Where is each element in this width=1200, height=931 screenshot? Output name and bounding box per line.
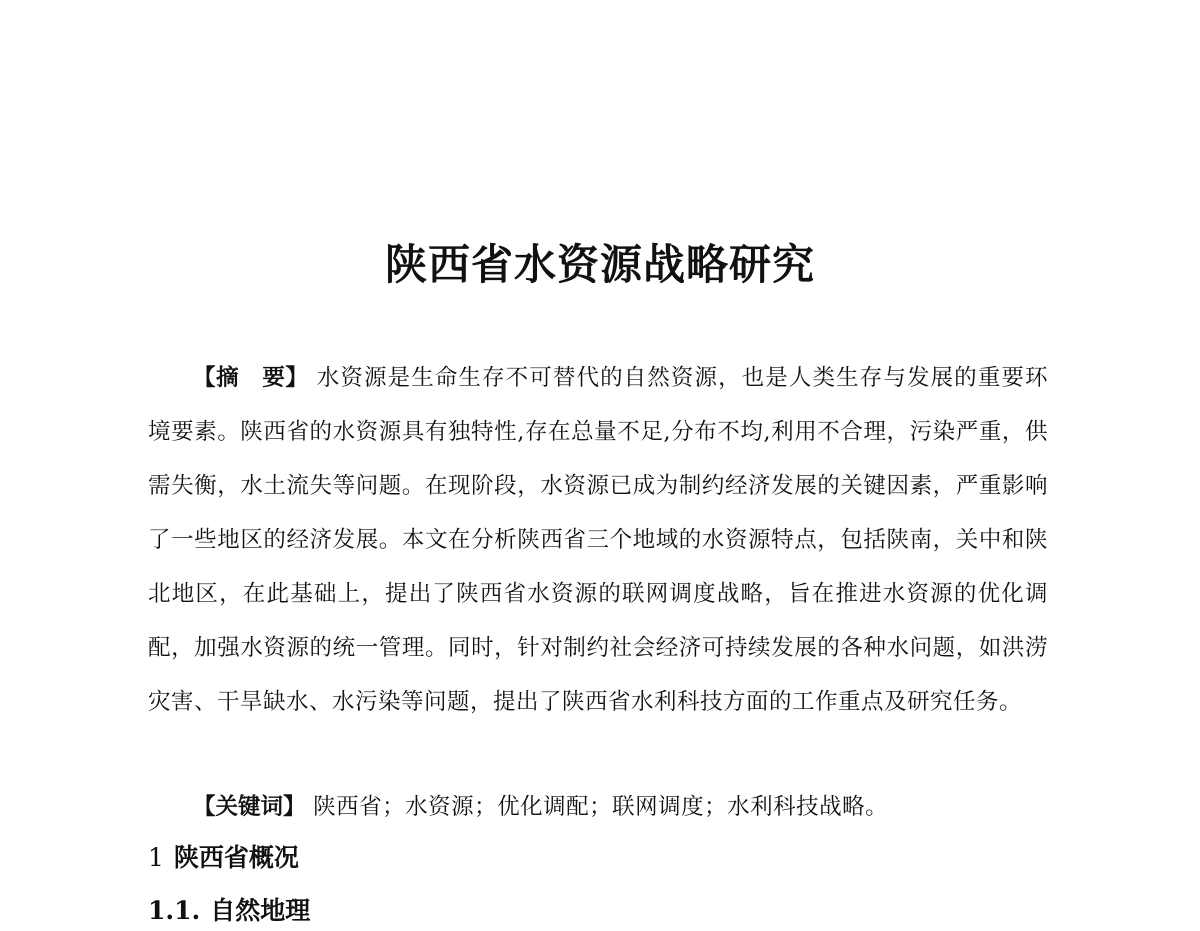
abstract-text: 水资源是生命生存不可替代的自然资源，也是人类生存与发展的重要环境要素。陕西省的水资源具有独特性,存在总量不足,分布不均,利用不合理，污染严重，供需失衡，水土流失等问题。在现阶段，水资源已成为制约经济发展的关键因素，严重影响了一些地区的经济发展。本文在分析陕西省三个地域的水资源特点，包括陕南，关中和陕北地区，在此基础上，提出了陕西省水资源的联网调度战略，旨在推进水资源的优化调配，加强水资源的统一管理。同时，针对制约社会经济可持续发展的各种水问题，如洪涝灾害、干旱缺水、水污染等问题，提出了陕西省水利科技方面的工作重点及研究任务。 (148, 365, 1048, 715)
subsection-heading-1-1 (148, 891, 310, 931)
section-title: 陕西省概况 (173, 843, 299, 872)
subsection-number: 1.1. (148, 896, 201, 925)
keywords-label: 【关键词】 (193, 794, 306, 820)
abstract-label: 【摘 要】 (193, 365, 309, 391)
keywords-line (148, 780, 1048, 834)
subsection-title: 自然地理 (210, 896, 311, 925)
abstract-paragraph (148, 351, 1048, 729)
section-heading-1 (148, 838, 299, 878)
paper-title: 陕西省水资源战略研究 (384, 240, 815, 289)
section-number: 1 (148, 843, 164, 872)
keywords-text: 陕西省；水资源；优化调配；联网调度；水利科技战略。 (313, 794, 889, 820)
